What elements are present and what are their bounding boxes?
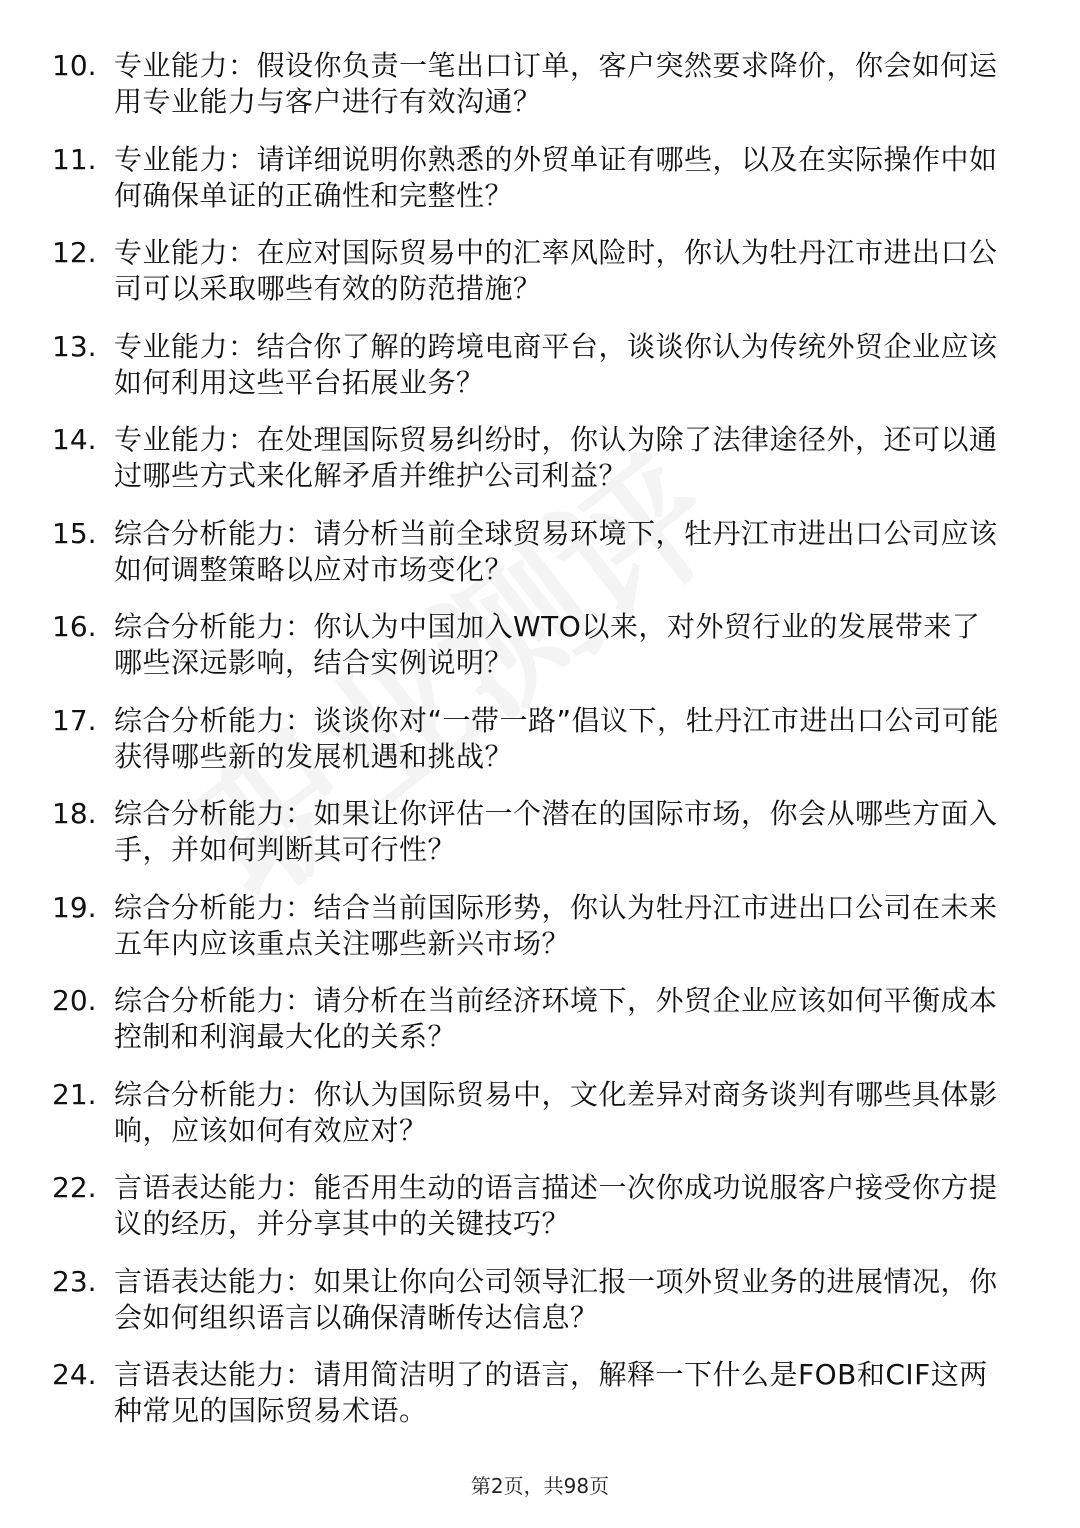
list-item <box>52 1357 1012 1451</box>
question-number: 20. <box>52 984 97 1017</box>
question-text: 综合分析能力：你认为国际贸易中，文化差异对商务谈判有哪些具体影响，应该如何有效应对？ <box>114 1077 998 1147</box>
question-list <box>52 48 1012 1451</box>
question-text: 言语表达能力：如果让你向公司领导汇报一项外贸业务的进展情况，你会如何组织语言以确保清晰传达信息？ <box>114 1264 998 1334</box>
question-number: 11. <box>52 142 97 176</box>
list-item <box>52 1264 1012 1358</box>
list-item <box>52 422 1012 516</box>
question-text: 专业能力：在处理国际贸易纠纷时，你认为除了法律途径外，还可以通过哪些方式来化解矛盾并维护公司利益？ <box>114 423 998 492</box>
question-text: 专业能力：假设你负责一笔出口订单，客户突然要求降价，你会如何运用专业能力与客户进行有效沟通？ <box>114 49 998 118</box>
list-item <box>52 1170 1012 1264</box>
question-text: 综合分析能力：请分析在当前经济环境下，外贸企业应该如何平衡成本控制和利润最大化的关系？ <box>114 984 998 1053</box>
question-text: 综合分析能力：结合当前国际形势，你认为牡丹江市进出口公司在未来五年内应该重点关注哪些新兴市场？ <box>114 890 998 960</box>
list-item <box>52 235 1012 329</box>
list-item <box>52 609 1012 703</box>
question-text: 言语表达能力：能否用生动的语言描述一次你成功说服客户接受你方提议的经历，并分享其中的关键技巧？ <box>114 1171 998 1240</box>
question-number: 15. <box>52 516 97 550</box>
question-number: 18. <box>52 797 97 830</box>
question-text: 综合分析能力：如果让你评估一个潜在的国际市场，你会从哪些方面入手，并如何判断其可行性？ <box>114 797 998 866</box>
question-number: 23. <box>52 1264 97 1298</box>
question-number: 24. <box>52 1358 97 1391</box>
question-number: 17. <box>52 703 97 737</box>
list-item <box>52 329 1012 423</box>
question-number: 14. <box>52 423 97 456</box>
question-text: 专业能力：请详细说明你熟悉的外贸单证有哪些，以及在实际操作中如何确保单证的正确性和完整性？ <box>114 142 998 212</box>
question-number: 22. <box>52 1171 97 1204</box>
question-text: 综合分析能力：请分析当前全球贸易环境下，牡丹江市进出口公司应该如何调整策略以应对市场变化？ <box>114 516 998 586</box>
question-text: 综合分析能力：你认为中国加入WTO以来，对外贸行业的发展带来了哪些深远影响，结合实例说明？ <box>114 610 981 679</box>
question-text: 专业能力：在应对国际贸易中的汇率风险时，你认为牡丹江市进出口公司可以采取哪些有效的防范措施？ <box>114 236 998 305</box>
list-item <box>52 703 1012 797</box>
list-item <box>52 142 1012 236</box>
page-footer: 第2页，共98页 <box>470 1474 610 1498</box>
question-number: 13. <box>52 329 97 363</box>
question-text: 言语表达能力：请用简洁明了的语言，解释一下什么是FOB和CIF这两种常见的国际贸易术语。 <box>114 1358 988 1427</box>
question-text: 综合分析能力：谈谈你对“一带一路”倡议下，牡丹江市进出口公司可能获得哪些新的发展机遇和挑战？ <box>114 703 1000 773</box>
list-item <box>52 1077 1012 1171</box>
question-number: 16. <box>52 610 97 643</box>
question-number: 19. <box>52 890 97 924</box>
question-number: 21. <box>52 1077 97 1111</box>
list-item <box>52 890 1012 984</box>
list-item <box>52 48 1012 142</box>
question-number: 12. <box>52 236 97 269</box>
list-item <box>52 516 1012 610</box>
list-item <box>52 983 1012 1077</box>
list-item <box>52 796 1012 890</box>
question-text: 专业能力：结合你了解的跨境电商平台，谈谈你认为传统外贸企业应该如何利用这些平台拓展业务？ <box>114 329 998 399</box>
question-number: 10. <box>52 49 97 82</box>
